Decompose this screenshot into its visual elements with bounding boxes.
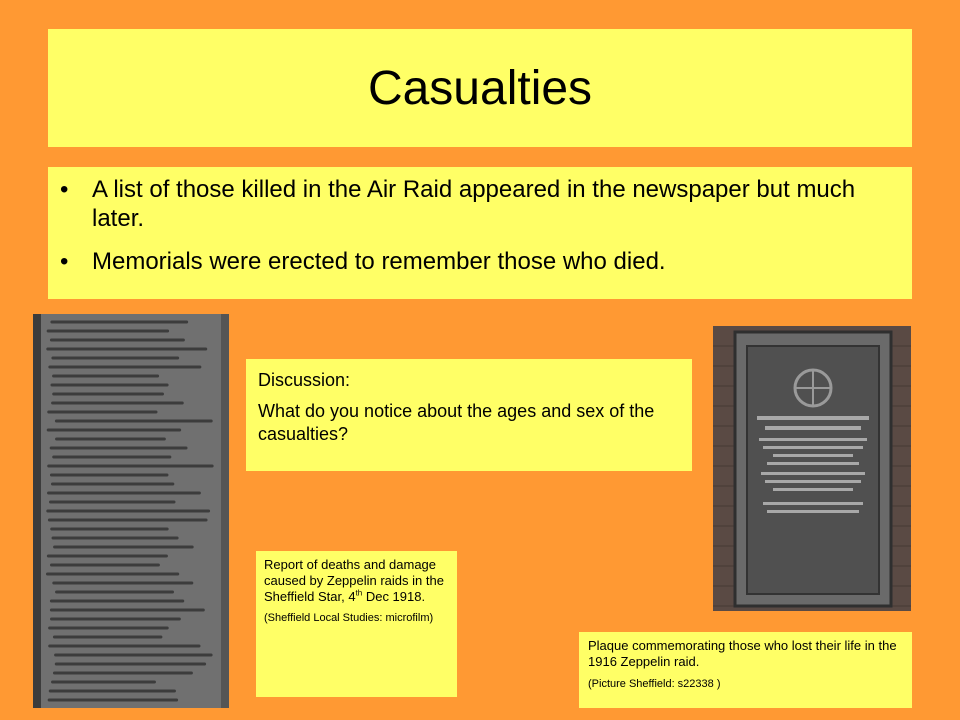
plaque-caption-box — [579, 632, 912, 708]
bullet-item — [60, 247, 892, 276]
report-text: Report of deaths and damage caused by Zeppelin raids in the Sheffield Star, 4 — [264, 557, 444, 604]
discussion-box — [246, 359, 692, 471]
plaque-source: (Picture Sheffield: s22338 ) — [588, 678, 721, 690]
memorial-plaque-image — [713, 326, 911, 611]
bullet-icon: • — [60, 248, 69, 275]
discussion-heading: Discussion: — [258, 370, 351, 390]
bullet-list-box — [48, 167, 912, 299]
discussion-question: What do you notice about the ages and sex of the casualties? — [258, 401, 655, 444]
report-source: (Sheffield Local Studies: microfilm) — [264, 612, 434, 624]
report-superscript: th — [355, 588, 363, 598]
report-text-end: Dec 1918. — [362, 589, 426, 604]
report-caption — [264, 557, 449, 605]
bullet-item — [60, 175, 892, 233]
bullet-text: Memorials were erected to remember those who died. — [92, 248, 666, 275]
bullet-icon: • — [60, 176, 69, 203]
report-caption-box — [256, 551, 457, 697]
newspaper-clipping-image — [33, 314, 229, 708]
bullet-list — [60, 175, 892, 276]
plaque-caption: Plaque commemorating those who lost their life in the 1916 Zeppelin raid. — [588, 638, 897, 669]
title-box — [48, 29, 912, 147]
slide-title: Casualties — [367, 61, 593, 115]
bullet-text: A list of those killed in the Air Raid appeared in the newspaper but much later. — [92, 176, 856, 232]
